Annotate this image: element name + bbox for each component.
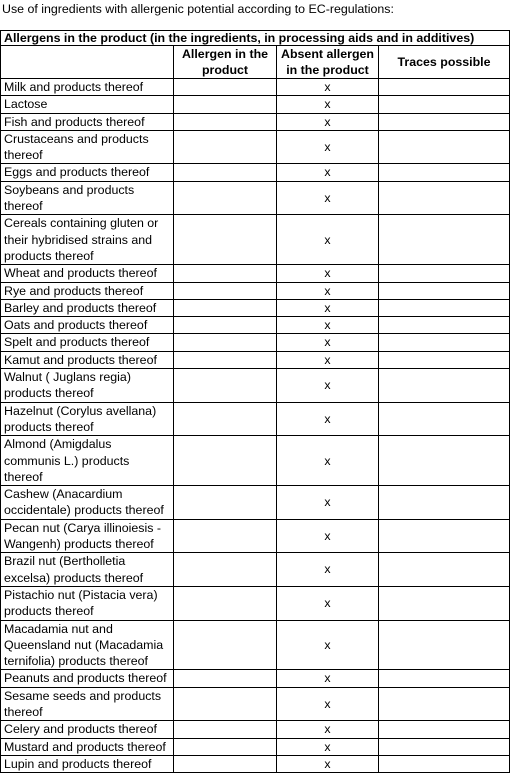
allergen-in-product-cell bbox=[174, 670, 277, 687]
allergen-name: Cereals containing gluten or their hybridised strains and products thereof bbox=[1, 215, 174, 265]
header-allergen-in-product: Allergen in the product bbox=[174, 46, 277, 79]
absent-allergen-cell: x bbox=[277, 519, 379, 553]
header-allergen-name bbox=[1, 46, 174, 79]
traces-possible-cell bbox=[379, 687, 510, 721]
allergen-in-product-cell bbox=[174, 721, 277, 738]
allergen-in-product-cell bbox=[174, 687, 277, 721]
table-row bbox=[1, 670, 510, 687]
table-row bbox=[1, 265, 510, 282]
absent-allergen-cell: x bbox=[277, 586, 379, 620]
allergen-name: Oats and products thereof bbox=[1, 317, 174, 334]
traces-possible-cell bbox=[379, 334, 510, 351]
traces-possible-cell bbox=[379, 486, 510, 520]
absent-allergen-cell: x bbox=[277, 687, 379, 721]
absent-allergen-cell: x bbox=[277, 317, 379, 334]
absent-allergen-cell: x bbox=[277, 282, 379, 299]
traces-possible-cell bbox=[379, 586, 510, 620]
table-row bbox=[1, 351, 510, 368]
allergen-in-product-cell bbox=[174, 282, 277, 299]
allergen-in-product-cell bbox=[174, 519, 277, 553]
absent-allergen-cell: x bbox=[277, 265, 379, 282]
traces-possible-cell bbox=[379, 282, 510, 299]
table-row bbox=[1, 164, 510, 181]
absent-allergen-cell: x bbox=[277, 436, 379, 486]
allergen-in-product-cell bbox=[174, 96, 277, 113]
traces-possible-cell bbox=[379, 351, 510, 368]
absent-allergen-cell: x bbox=[277, 113, 379, 130]
allergen-in-product-cell bbox=[174, 486, 277, 520]
allergen-name: Fish and products thereof bbox=[1, 113, 174, 130]
allergen-name: Hazelnut (Corylus avellana) products thereof bbox=[1, 402, 174, 436]
allergen-in-product-cell bbox=[174, 351, 277, 368]
table-row bbox=[1, 721, 510, 738]
traces-possible-cell bbox=[379, 79, 510, 96]
traces-possible-cell bbox=[379, 317, 510, 334]
table-row bbox=[1, 402, 510, 436]
traces-possible-cell bbox=[379, 369, 510, 403]
traces-possible-cell bbox=[379, 402, 510, 436]
allergen-name: Pecan nut (Carya illinoiesis - Wangenh) products thereof bbox=[1, 519, 174, 553]
absent-allergen-cell: x bbox=[277, 130, 379, 164]
table-row bbox=[1, 79, 510, 96]
allergen-name: Walnut ( Juglans regia) products thereof bbox=[1, 369, 174, 403]
table-row bbox=[1, 586, 510, 620]
table-row bbox=[1, 620, 510, 670]
allergen-in-product-cell bbox=[174, 436, 277, 486]
traces-possible-cell bbox=[379, 620, 510, 670]
traces-possible-cell bbox=[379, 96, 510, 113]
allergen-in-product-cell bbox=[174, 334, 277, 351]
allergen-in-product-cell bbox=[174, 113, 277, 130]
allergen-in-product-cell bbox=[174, 317, 277, 334]
allergen-name: Wheat and products thereof bbox=[1, 265, 174, 282]
absent-allergen-cell: x bbox=[277, 181, 379, 215]
absent-allergen-cell: x bbox=[277, 553, 379, 587]
table-row bbox=[1, 299, 510, 316]
table-header bbox=[1, 31, 510, 79]
traces-possible-cell bbox=[379, 519, 510, 553]
absent-allergen-cell: x bbox=[277, 215, 379, 265]
absent-allergen-cell: x bbox=[277, 96, 379, 113]
traces-possible-cell bbox=[379, 553, 510, 587]
absent-allergen-cell: x bbox=[277, 369, 379, 403]
allergen-name: Peanuts and products thereof bbox=[1, 670, 174, 687]
allergen-in-product-cell bbox=[174, 79, 277, 96]
allergen-name: Eggs and products thereof bbox=[1, 164, 174, 181]
allergen-in-product-cell bbox=[174, 130, 277, 164]
table-row bbox=[1, 369, 510, 403]
traces-possible-cell bbox=[379, 670, 510, 687]
allergen-in-product-cell bbox=[174, 265, 277, 282]
traces-possible-cell bbox=[379, 164, 510, 181]
traces-possible-cell bbox=[379, 436, 510, 486]
absent-allergen-cell: x bbox=[277, 164, 379, 181]
traces-possible-cell bbox=[379, 721, 510, 738]
traces-possible-cell bbox=[379, 130, 510, 164]
traces-possible-cell bbox=[379, 299, 510, 316]
allergen-in-product-cell bbox=[174, 738, 277, 755]
header-traces-possible: Traces possible bbox=[379, 46, 510, 79]
table-row bbox=[1, 519, 510, 553]
table-row bbox=[1, 282, 510, 299]
absent-allergen-cell: x bbox=[277, 486, 379, 520]
table-row bbox=[1, 317, 510, 334]
absent-allergen-cell: x bbox=[277, 755, 379, 772]
allergen-in-product-cell bbox=[174, 215, 277, 265]
traces-possible-cell bbox=[379, 181, 510, 215]
allergen-name: Mustard and products thereof bbox=[1, 738, 174, 755]
table-row bbox=[1, 486, 510, 520]
absent-allergen-cell: x bbox=[277, 79, 379, 96]
absent-allergen-cell: x bbox=[277, 351, 379, 368]
allergen-name: Sesame seeds and products thereof bbox=[1, 687, 174, 721]
table-row bbox=[1, 96, 510, 113]
traces-possible-cell bbox=[379, 113, 510, 130]
allergen-name: Lactose bbox=[1, 96, 174, 113]
absent-allergen-cell: x bbox=[277, 620, 379, 670]
allergen-in-product-cell bbox=[174, 181, 277, 215]
absent-allergen-cell: x bbox=[277, 299, 379, 316]
intro-text: Use of ingredients with allergenic potential according to EC-regulations: bbox=[2, 2, 394, 16]
table-row bbox=[1, 181, 510, 215]
absent-allergen-cell: x bbox=[277, 334, 379, 351]
absent-allergen-cell: x bbox=[277, 721, 379, 738]
absent-allergen-cell: x bbox=[277, 402, 379, 436]
allergen-name: Rye and products thereof bbox=[1, 282, 174, 299]
allergen-name: Macadamia nut and Queensland nut (Macadamia ternifolia) products thereof bbox=[1, 620, 174, 670]
allergen-name: Spelt and products thereof bbox=[1, 334, 174, 351]
absent-allergen-cell: x bbox=[277, 670, 379, 687]
allergen-name: Crustaceans and products thereof bbox=[1, 130, 174, 164]
allergen-name: Soybeans and products thereof bbox=[1, 181, 174, 215]
allergen-in-product-cell bbox=[174, 553, 277, 587]
allergen-name: Lupin and products thereof bbox=[1, 755, 174, 772]
allergen-in-product-cell bbox=[174, 369, 277, 403]
allergen-name: Pistachio nut (Pistacia vera) products thereof bbox=[1, 586, 174, 620]
allergen-in-product-cell bbox=[174, 164, 277, 181]
table-row bbox=[1, 334, 510, 351]
allergen-name: Brazil nut (Bertholletia excelsa) products thereof bbox=[1, 553, 174, 587]
allergen-name: Almond (Amigdalus communis L.) products thereof bbox=[1, 436, 174, 486]
allergen-name: Celery and products thereof bbox=[1, 721, 174, 738]
header-absent-allergen: Absent allergen in the product bbox=[277, 46, 379, 79]
traces-possible-cell bbox=[379, 215, 510, 265]
table-row bbox=[1, 738, 510, 755]
table-row bbox=[1, 436, 510, 486]
allergen-in-product-cell bbox=[174, 620, 277, 670]
allergen-in-product-cell bbox=[174, 402, 277, 436]
traces-possible-cell bbox=[379, 265, 510, 282]
absent-allergen-cell: x bbox=[277, 738, 379, 755]
table-span-header: Allergens in the product (in the ingredients, in processing aids and in additives) bbox=[1, 31, 510, 46]
table-row bbox=[1, 687, 510, 721]
allergen-name: Kamut and products thereof bbox=[1, 351, 174, 368]
allergen-name: Barley and products thereof bbox=[1, 299, 174, 316]
allergen-name: Milk and products thereof bbox=[1, 79, 174, 96]
table-row bbox=[1, 215, 510, 265]
allergen-in-product-cell bbox=[174, 586, 277, 620]
allergen-table bbox=[0, 30, 510, 773]
allergen-in-product-cell bbox=[174, 299, 277, 316]
allergen-in-product-cell bbox=[174, 755, 277, 772]
table-row bbox=[1, 755, 510, 772]
traces-possible-cell bbox=[379, 755, 510, 772]
table-row bbox=[1, 113, 510, 130]
allergen-name: Cashew (Anacardium occidentale) products thereof bbox=[1, 486, 174, 520]
table-row bbox=[1, 130, 510, 164]
table-row bbox=[1, 553, 510, 587]
traces-possible-cell bbox=[379, 738, 510, 755]
